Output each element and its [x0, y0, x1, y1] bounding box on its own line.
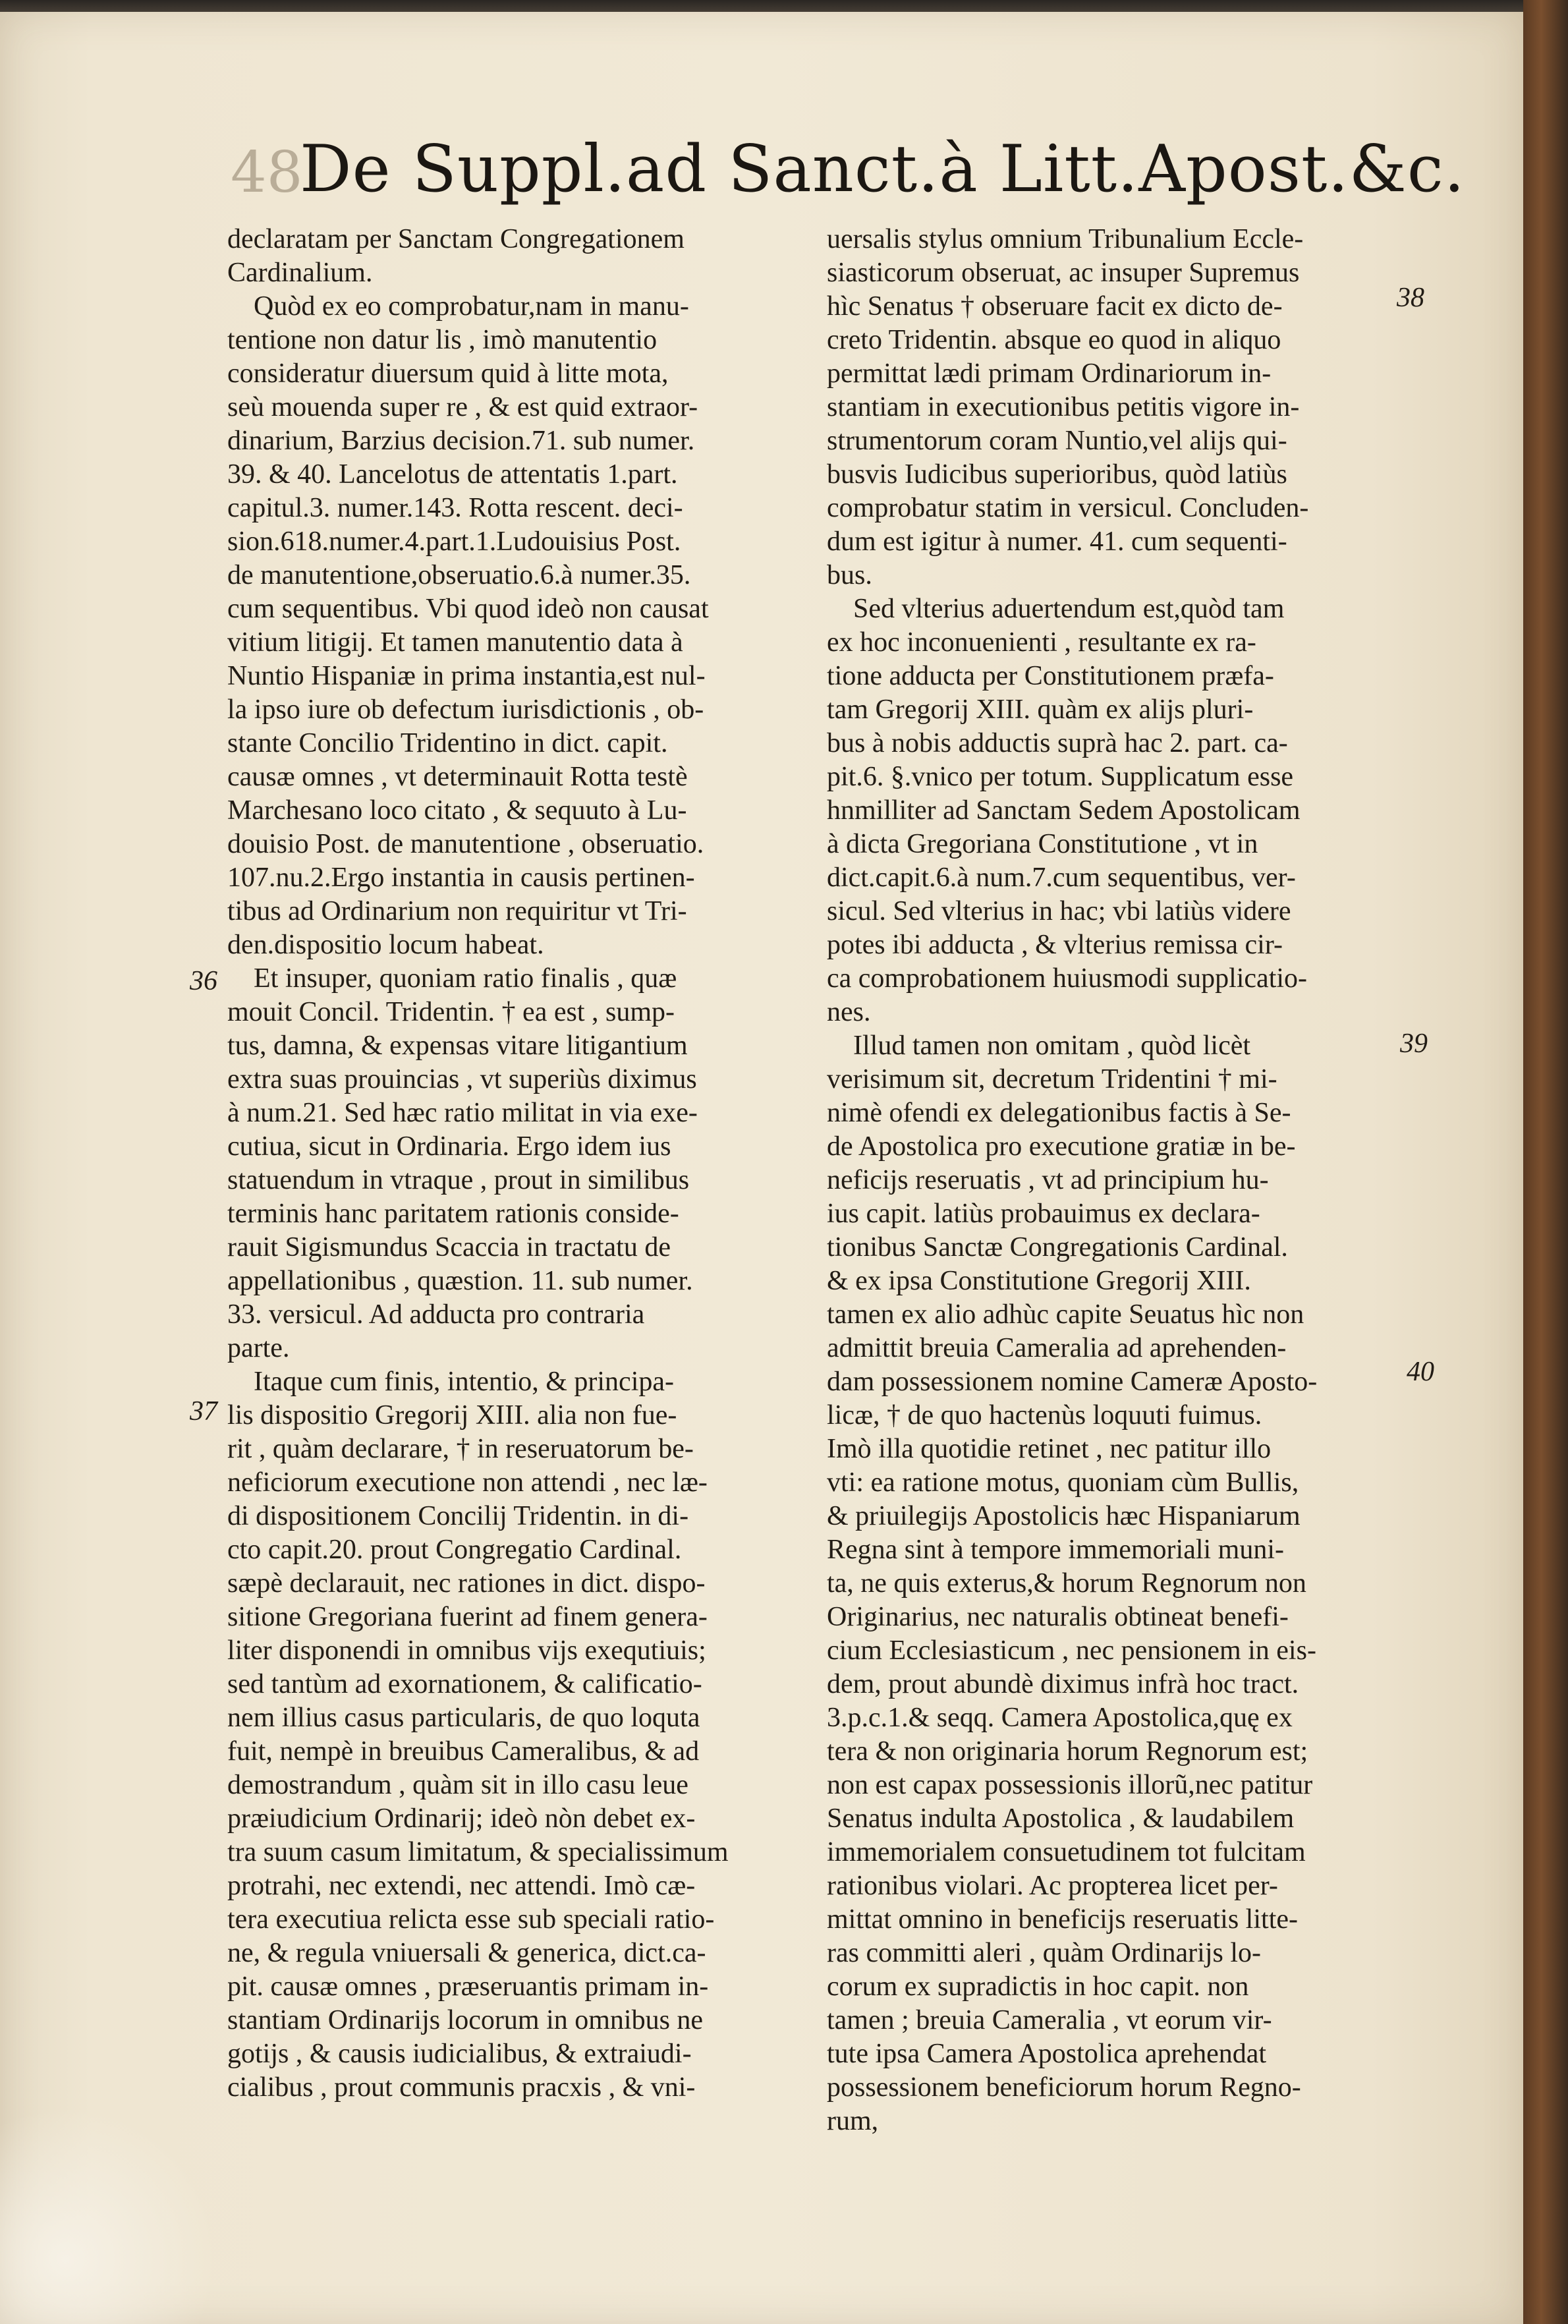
text-line: siasticorum obseruat, ac insuper Supremus: [827, 258, 1300, 288]
text-line: 107.nu.2.Ergo instantia in causis pertinen-: [227, 863, 695, 893]
text-line: dict.capit.6.à num.7.cum sequentibus, ver-: [827, 863, 1296, 893]
text-line: 33. versicul. Ad adducta pro contraria: [227, 1299, 645, 1330]
margin-number-38: 38: [1397, 283, 1424, 313]
text-line: tam Gregorij XIII. quàm ex alijs pluri-: [827, 694, 1254, 725]
text-line: tus, damna, & expensas vitare litigantium: [227, 1031, 688, 1061]
text-line: de manutentione,obseruatio.6.à numer.35.: [227, 560, 691, 590]
text-line: ius capit. latiùs probauimus ex declara-: [827, 1199, 1260, 1229]
text-line: bus à nobis adductis suprà hac 2. part. ca-: [827, 728, 1288, 758]
text-line: parte.: [227, 1333, 290, 1363]
margin-number-40: 40: [1407, 1357, 1434, 1387]
text-line: rauit Sigismundus Scaccia in tractatu de: [227, 1232, 671, 1262]
text-line: cto capit.20. prout Congregatio Cardinal.: [227, 1535, 682, 1565]
text-line: ne, & regula vniuersali & generica, dict.ca-: [227, 1938, 706, 1968]
text-line: Senatus indulta Apostolica , & laudabilem: [827, 1803, 1295, 1834]
text-line: declaratam per Sanctam Congregationem: [227, 224, 685, 254]
text-line: tibus ad Ordinarium non requiritur vt Tri-: [227, 896, 687, 926]
text-line: tione adducta per Constitutionem præfa-: [827, 661, 1274, 691]
text-line: vti: ea ratione motus, quoniam cùm Bullis,: [827, 1467, 1299, 1498]
text-line: busvis Iudicibus superioribus, quòd latiùs: [827, 459, 1287, 490]
text-line: dem, prout abundè diximus infrà hoc tract.: [827, 1669, 1299, 1699]
right-text-column: [827, 223, 1390, 2138]
text-line: hìc Senatus † obseruare facit ex dicto de-: [827, 291, 1283, 322]
text-line: sitione Gregoriana fuerint ad finem genera-: [227, 1602, 708, 1632]
text-line: demostrandum , quàm sit in illo casu leue: [227, 1770, 688, 1800]
text-line: Quòd ex eo comprobatur,nam in manu-: [254, 291, 689, 322]
text-line: tionibus Sanctæ Congregationis Cardinal.: [827, 1232, 1288, 1262]
text-line: tera executiua relicta esse sub speciali ratio-: [227, 1904, 715, 1935]
text-line: sed tantùm ad exornationem, & calificatio-: [227, 1669, 702, 1699]
text-line: la ipso iure ob defectum iurisdictionis , ob-: [227, 694, 704, 725]
text-line: fuit, nempè in breuibus Cameralibus, & ad: [227, 1736, 700, 1767]
text-line: 3.p.c.1.& seqq. Camera Apostolica,quę ex: [827, 1703, 1293, 1733]
text-line: den.dispositio locum habeat.: [227, 930, 544, 960]
text-line: tera & non originaria horum Regnorum est;: [827, 1736, 1308, 1767]
text-line: strumentorum coram Nuntio,vel alijs qui-: [827, 426, 1287, 456]
text-line: cum sequentibus. Vbi quod ideò non causat: [227, 594, 709, 624]
text-line: Originarius, nec naturalis obtineat benefi-: [827, 1602, 1289, 1632]
text-line: mittat omnino in beneficijs reseruatis litte-: [827, 1904, 1298, 1935]
text-line: protrahi, nec extendi, nec attendi. Imò cæ-: [227, 1871, 696, 1901]
text-line: stante Concilio Tridentino in dict. capit.: [227, 728, 668, 758]
text-line: ex hoc inconuenienti , resultante ex ra-: [827, 627, 1256, 658]
text-line: stantiam in executionibus petitis vigore in-: [827, 392, 1300, 422]
text-line: di dispositionem Concilij Tridentin. in di-: [227, 1501, 689, 1531]
text-line: dam possessionem nomine Cameræ Aposto-: [827, 1367, 1318, 1397]
paper-stain: [0, 2109, 217, 2324]
text-line: & ex ipsa Constitutione Gregorij XIII.: [827, 1266, 1251, 1296]
text-line: potes ibi adducta , & vlterius remissa cir-: [827, 930, 1283, 960]
left-text-column: [227, 223, 797, 2105]
running-header-title: De Suppl.ad Sanct.à Litt.Apost.&c.: [300, 132, 1465, 207]
text-line: rit , quàm declarare, † in reseruatorum be-: [227, 1434, 694, 1464]
text-line: non est capax possessionis illorũ,nec patitur: [827, 1770, 1313, 1800]
text-line: neficijs reseruatis , vt ad principium hu-: [827, 1165, 1269, 1195]
text-line: Sed vlterius aduertendum est,quòd tam: [853, 594, 1285, 624]
text-line: de Apostolica pro executione gratiæ in be-: [827, 1131, 1296, 1162]
text-line: tute ipsa Camera Apostolica aprehendat: [827, 2039, 1267, 2069]
text-line: uersalis stylus omnium Tribunalium Eccle-: [827, 224, 1304, 254]
margin-number-37: 37: [190, 1396, 217, 1427]
text-line: extra suas prouincias , vt superiùs diximus: [227, 1064, 697, 1094]
text-line: ca comprobationem huiusmodi supplicatio-: [827, 963, 1308, 994]
text-line: licæ, † de quo hactenùs loquuti fuimus.: [827, 1400, 1262, 1431]
text-line: possessionem beneficiorum horum Regno-: [827, 2072, 1301, 2103]
text-line: consideratur diuersum quid à litte mota,: [227, 358, 669, 389]
book-binding-edge: [1523, 0, 1568, 2324]
text-line: Nuntio Hispaniæ in prima instantia,est nul-: [227, 661, 706, 691]
text-line: præiudicium Ordinarij; ideò nòn debet ex-: [227, 1803, 696, 1834]
text-line: sicul. Sed vlterius in hac; vbi latiùs videre: [827, 896, 1291, 926]
text-line: à dicta Gregoriana Constitutione , vt in: [827, 829, 1258, 859]
text-line: à num.21. Sed hæc ratio militat in via exe-: [227, 1098, 698, 1128]
text-line: Marchesano loco citato , & sequuto à Lu-: [227, 795, 687, 826]
text-line: admittit breuia Cameralia ad aprehenden-: [827, 1333, 1287, 1363]
text-line: neficiorum executione non attendi , nec læ-: [227, 1467, 708, 1498]
text-line: cium Ecclesiasticum , nec pensionem in eis-: [827, 1635, 1316, 1666]
text-line: ras committi aleri , quàm Ordinarijs lo-: [827, 1938, 1261, 1968]
text-line: Itaque cum finis, intentio, & principa-: [254, 1367, 674, 1397]
text-line: 39. & 40. Lancelotus de attentatis 1.part.: [227, 459, 678, 490]
text-line: corum ex supradictis in hoc capit. non: [827, 1971, 1249, 2002]
text-line: ta, ne quis exterus,& horum Regnorum non: [827, 1568, 1306, 1599]
margin-number-39: 39: [1400, 1029, 1428, 1059]
text-line: causæ omnes , vt determinauit Rotta testè: [227, 762, 688, 792]
text-line: tra suum casum limitatum, & specialissimum: [227, 1837, 729, 1867]
text-line: capitul.3. numer.143. Rotta rescent. deci-: [227, 493, 683, 523]
text-line: Regna sint à tempore immemoriali muni-: [827, 1535, 1285, 1565]
text-line: nem illius casus particularis, de quo loquta: [227, 1703, 700, 1733]
text-line: sæpè declarauit, nec rationes in dict. dispo-: [227, 1568, 706, 1599]
text-line: Et insuper, quoniam ratio finalis , quæ: [254, 963, 677, 994]
text-line: nimè ofendi ex delegationibus factis à Se-: [827, 1098, 1291, 1128]
text-line: pit.6. §.vnico per totum. Supplicatum esse: [827, 762, 1294, 792]
text-line: comprobatur statim in versicul. Concluden-: [827, 493, 1309, 523]
text-line: tamen ex alio adhùc capite Seuatus hìc non: [827, 1299, 1304, 1330]
text-line: seù mouenda super re , & est quid extraor-: [227, 392, 698, 422]
margin-number-36: 36: [190, 966, 217, 996]
text-line: appellationibus , quæstion. 11. sub numer.: [227, 1266, 693, 1296]
text-line: liter disponendi in omnibus vijs exequtiuis;: [227, 1635, 706, 1666]
page-number: 48: [231, 140, 303, 206]
text-line: hnmilliter ad Sanctam Sedem Apostolicam: [827, 795, 1301, 826]
text-line: tamen ; breuia Cameralia , vt eorum vir-: [827, 2005, 1272, 2035]
text-line: dum est igitur à numer. 41. cum sequenti-: [827, 526, 1287, 557]
text-line: tentione non datur lis , imò manutentio: [227, 325, 658, 355]
text-line: verisimum sit, decretum Tridentini † mi-: [827, 1064, 1277, 1094]
text-line: Cardinalium.: [227, 258, 373, 288]
text-line: rationibus violari. Ac propterea licet per-: [827, 1871, 1278, 1901]
text-line: Illud tamen non omitam , quòd licèt: [853, 1031, 1251, 1061]
text-line: lis dispositio Gregorij XIII. alia non fue-: [227, 1400, 677, 1431]
text-line: Imò illa quotidie retinet , nec patitur illo: [827, 1434, 1272, 1464]
text-line: douisio Post. de manutentione , obseruatio.: [227, 829, 704, 859]
text-line: sion.618.numer.4.part.1.Ludouisius Post.: [227, 526, 681, 557]
text-line: nes.: [827, 997, 871, 1027]
text-line: stantiam Ordinarijs locorum in omnibus ne: [227, 2005, 704, 2035]
text-line: bus.: [827, 560, 872, 590]
text-line: pit. causæ omnes , præseruantis primam in-: [227, 1971, 709, 2002]
text-line: dinarium, Barzius decision.71. sub numer.: [227, 426, 695, 456]
text-line: permittat lædi primam Ordinariorum in-: [827, 358, 1272, 389]
text-line: gotijs , & causis iudicialibus, & extraiudi-: [227, 2039, 692, 2069]
text-line: statuendum in vtraque , prout in similibus: [227, 1165, 690, 1195]
text-line: cutiua, sicut in Ordinaria. Ergo idem ius: [227, 1131, 671, 1162]
text-line: vitium litigij. Et tamen manutentio data à: [227, 627, 683, 658]
text-line: immemorialem consuetudinem tot fulcitam: [827, 1837, 1306, 1867]
text-line: rum,: [827, 2106, 879, 2136]
text-line: & priuilegijs Apostolicis hæc Hispaniarum: [827, 1501, 1301, 1531]
text-line: cialibus , prout communis pracxis , & vni-: [227, 2072, 696, 2103]
text-line: mouit Concil. Tridentin. † ea est , sump-: [227, 997, 675, 1027]
text-line: creto Tridentin. absque eo quod in aliquo: [827, 325, 1281, 355]
text-line: terminis hanc paritatem rationis conside-: [227, 1199, 679, 1229]
